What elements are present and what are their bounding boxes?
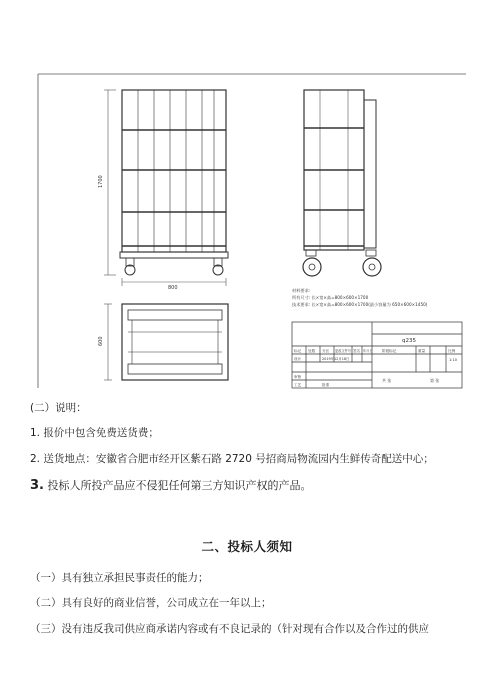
- requirement-2: （二）具有良好的商业信誉，公司成立在一年以上；: [30, 597, 272, 609]
- tb-header-mark: 标记: [294, 349, 302, 353]
- top-dimensions: [104, 304, 112, 380]
- list-item-3-text: 投标人所投产品应不侵犯任何第三方知识产权的产品。: [43, 479, 312, 492]
- list-item-3: [30, 479, 311, 493]
- tb-scale-value: 1:10: [449, 358, 458, 362]
- tb-header-change-doc: 更改文件号: [335, 349, 351, 353]
- side-view: [303, 90, 381, 276]
- drawing-note-3: 技术要求: 长×宽×高=800×600×1700(最小容量为 650×600×1450): [292, 302, 428, 307]
- tb-scale: 比例: [448, 349, 456, 353]
- list-item-2: 2. 送货地点：安徽省合肥市经开区紫石路 2720 号招商局物流园内生鲜传奇配送中心；: [30, 453, 434, 465]
- tb-sheet-no: 第 张: [430, 378, 440, 383]
- tb-audit: 审核: [294, 375, 302, 379]
- front-view: [120, 90, 228, 275]
- technical-drawing: [30, 70, 470, 392]
- section-note: (二）说明：: [30, 402, 87, 414]
- tb-designer: 设计: [294, 357, 302, 361]
- tb-weight: 重量: [418, 349, 426, 353]
- width-dimension-label: 800: [168, 285, 178, 291]
- requirement-1: （一）具有独立承担民事责任的能力；: [30, 572, 209, 584]
- tb-sheet-total: 共 张: [382, 378, 392, 383]
- tb-stage: 阶段标记: [382, 349, 397, 353]
- cart-drawing-svg: [30, 70, 470, 392]
- tb-header-count: 处数: [308, 349, 316, 353]
- list-item-3-number: 3.: [30, 478, 44, 493]
- drawing-note-2: 所有尺寸: 长×宽×高=800×600×1700: [292, 295, 369, 300]
- tb-header-date: 年月日: [363, 349, 373, 353]
- requirement-3: （三）没有违反我司供应商承诺内容或有不良记录的（针对现有合作以及合作过的供应: [30, 623, 429, 635]
- tb-header-zone: 分区: [322, 349, 330, 353]
- tb-date: 2019年12月18日: [322, 357, 350, 361]
- tb-header-sign: 签名: [353, 349, 361, 353]
- tb-approve: 批准: [322, 383, 330, 387]
- depth-dimension-label: 600: [98, 336, 104, 346]
- tb-process: 工艺: [294, 383, 302, 387]
- drawing-note-1: 材料要求:: [292, 288, 311, 293]
- top-view: [122, 304, 228, 380]
- part-code: q235: [402, 338, 416, 344]
- list-item-1: 1. 报价中包含免费送货费；: [30, 427, 159, 439]
- height-dimension-label: 1700: [98, 175, 104, 188]
- section-heading: 二、投标人须知: [201, 539, 293, 554]
